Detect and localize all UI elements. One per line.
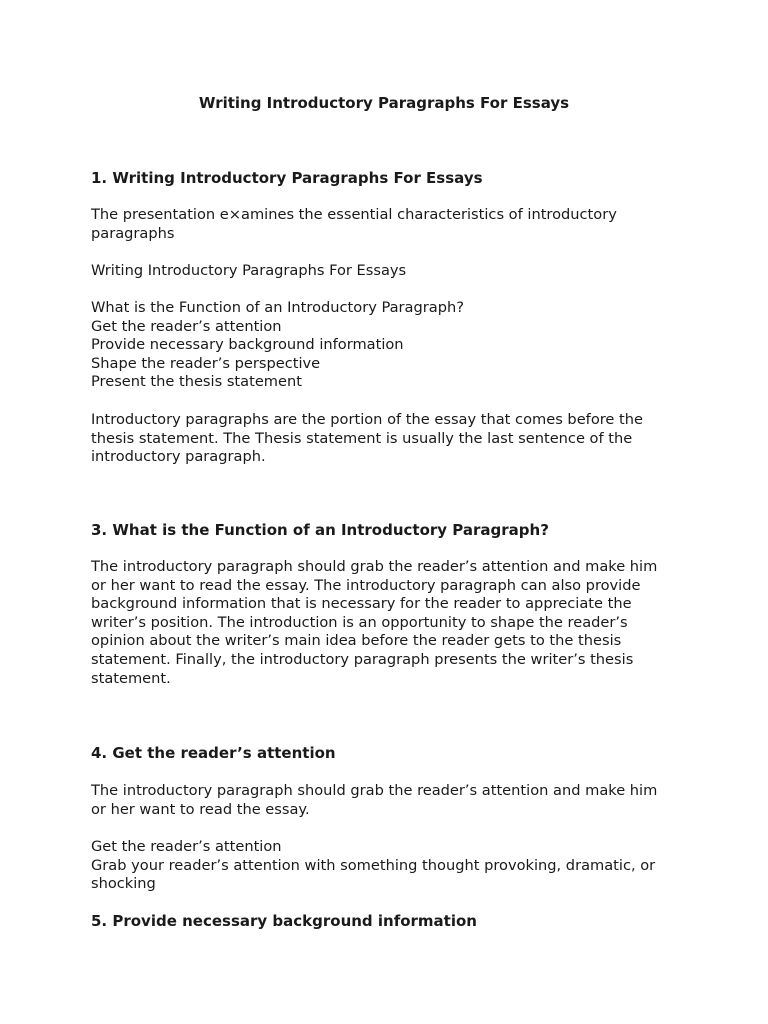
- text-line: statement. Finally, the introductory paragraph presents the writer’s thesis: [91, 650, 634, 668]
- paragraph: [91, 206, 691, 243]
- text-line: What is the Function of an Introductory Paragraph?: [91, 299, 464, 316]
- text-line: Writing Introductory Paragraphs For Essays: [91, 262, 407, 279]
- paragraph: [91, 838, 691, 894]
- paragraph: [91, 558, 691, 688]
- paragraph: [91, 262, 691, 281]
- text-line: statement.: [91, 669, 171, 687]
- text-line: Grab your reader’s attention with something thought provoking, dramatic, or: [91, 856, 656, 874]
- text-line: background information that is necessary for the reader to appreciate the: [91, 595, 632, 613]
- section-heading: 4. Get the reader’s attention: [91, 744, 336, 762]
- text-line: shocking: [91, 875, 156, 893]
- text-line: Provide necessary background information: [91, 336, 404, 354]
- text-line: The introductory paragraph should grab the reader’s attention and make him: [91, 558, 658, 575]
- text-line: Present the thesis statement: [91, 373, 302, 391]
- text-line: writer’s position. The introduction is an opportunity to shape the reader’s: [91, 613, 628, 631]
- text-line: Get the reader’s attention: [91, 838, 282, 855]
- paragraph: [91, 299, 691, 392]
- text-line: Get the reader’s attention: [91, 317, 282, 335]
- text-line: or her want to read the essay. The introductory paragraph can also provide: [91, 576, 641, 594]
- section-heading: 5. Provide necessary background information: [91, 912, 477, 930]
- paragraph: [91, 782, 691, 819]
- section-heading: 1. Writing Introductory Paragraphs For Essays: [91, 169, 483, 187]
- text-line: Shape the reader’s perspective: [91, 354, 321, 372]
- text-line: introductory paragraph.: [91, 448, 266, 466]
- text-line: paragraphs: [91, 224, 175, 242]
- text-line: or her want to read the essay.: [91, 800, 310, 818]
- document-title: Writing Introductory Paragraphs For Essays: [198, 94, 570, 112]
- paragraph: [91, 411, 691, 467]
- text-line: The presentation e×amines the essential characteristics of introductory: [91, 206, 617, 223]
- section-heading: 3. What is the Function of an Introductory Paragraph?: [91, 521, 549, 539]
- text-line: The introductory paragraph should grab the reader’s attention and make him: [91, 782, 658, 799]
- text-line: Introductory paragraphs are the portion of the essay that comes before the: [91, 411, 643, 428]
- text-line: opinion about the writer’s main idea before the reader gets to the thesis: [91, 632, 622, 650]
- text-line: thesis statement. The Thesis statement is usually the last sentence of the: [91, 429, 633, 447]
